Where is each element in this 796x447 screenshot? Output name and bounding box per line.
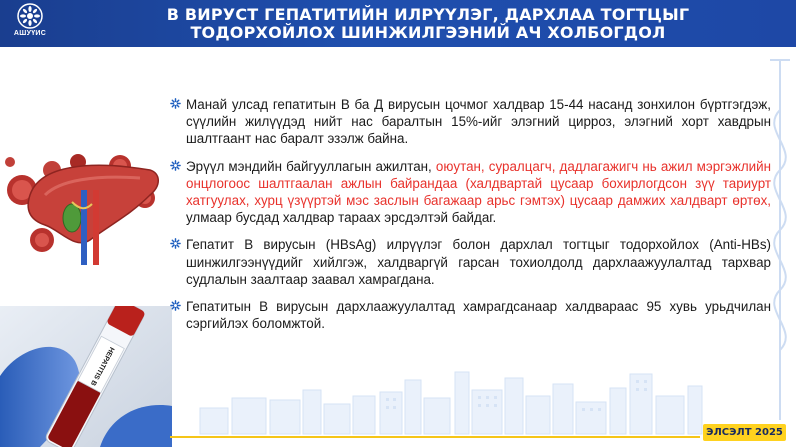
bullet-text-start: Эрүүл мэндийн байгууллагын ажилтан,	[186, 158, 436, 174]
asterisk-bullet-icon	[170, 238, 181, 249]
bullet-text: Гепатит В вирусын (HBsAg) илрүүлэг болон дархлал тогтцыг тодорхойлох (Anti-HBs) шинжилгээнүүдийг хийлгэж, халдваргүй гарсан тохиолдолд дархлаажуулалтад тархвар судлалын заалтаар заавал хамрагдана.	[186, 237, 771, 287]
title-line-1: В ВИРУСТ ГЕПАТИТИЙН ИЛРҮҮЛЭГ, ДАРХЛАА ТОГТЦЫГ	[166, 5, 690, 24]
list-item	[170, 298, 771, 332]
bullet-text-highlight: оюутан, суралцагч, дадлагажигч нь ажил мэргэжлийн онцлогоос шалтгаалан ажлын байрандаа (халдвартай цусаар бохирлогдсон зүү тариурт хатгуулах, хурц үзүүртэй мэс заслын багажаар арьс гэмтэх) цусаар дамжих халдварт өртөх,	[186, 158, 772, 209]
footer-divider	[170, 436, 700, 438]
asterisk-bullet-icon	[170, 300, 181, 311]
list-item	[170, 236, 771, 288]
asterisk-bullet-icon	[170, 98, 181, 109]
tube-label: HEPATITIS B	[88, 345, 116, 387]
list-item	[170, 96, 771, 148]
bullet-text-end: улмаар бусдад халдвар тараах эрсдэлтэй байдаг.	[186, 210, 497, 226]
page-title	[60, 6, 796, 42]
bullet-text: Гепатитын В вирусын дархлаажуулалтад хамрагдсанаар халдвараас 95 хувь урьдчилан сэргийлэх боломжтой.	[186, 299, 771, 332]
title-line-2: ТОДОРХОЙЛОХ ШИНЖИЛГЭЭНИЙ АЧ ХОЛБОГДОЛ	[190, 23, 666, 42]
university-logo	[8, 3, 52, 43]
list-item	[170, 158, 771, 227]
asterisk-bullet-icon	[170, 160, 181, 171]
logo-emblem-icon	[17, 3, 43, 29]
admission-badge: ЭЛСЭЛТ 2025	[703, 424, 786, 441]
blood-sample-photo	[0, 306, 172, 447]
bullet-list	[170, 96, 771, 342]
header-bar	[0, 0, 796, 47]
logo-text: АШУҮИС	[13, 30, 47, 37]
liver-illustration	[0, 140, 165, 265]
bullet-text: Манай улсад гепатитын В ба Д вирусын цочмог халдвар 15-44 насанд зонхилон бүртгэгдэж, сүүлийн жилүүдэд нийт нас баралтын 15%-ийг элэгний цирроз, элэгний хорт хавдрын шалтгаант нас баралт эзэлж байна.	[186, 97, 771, 147]
